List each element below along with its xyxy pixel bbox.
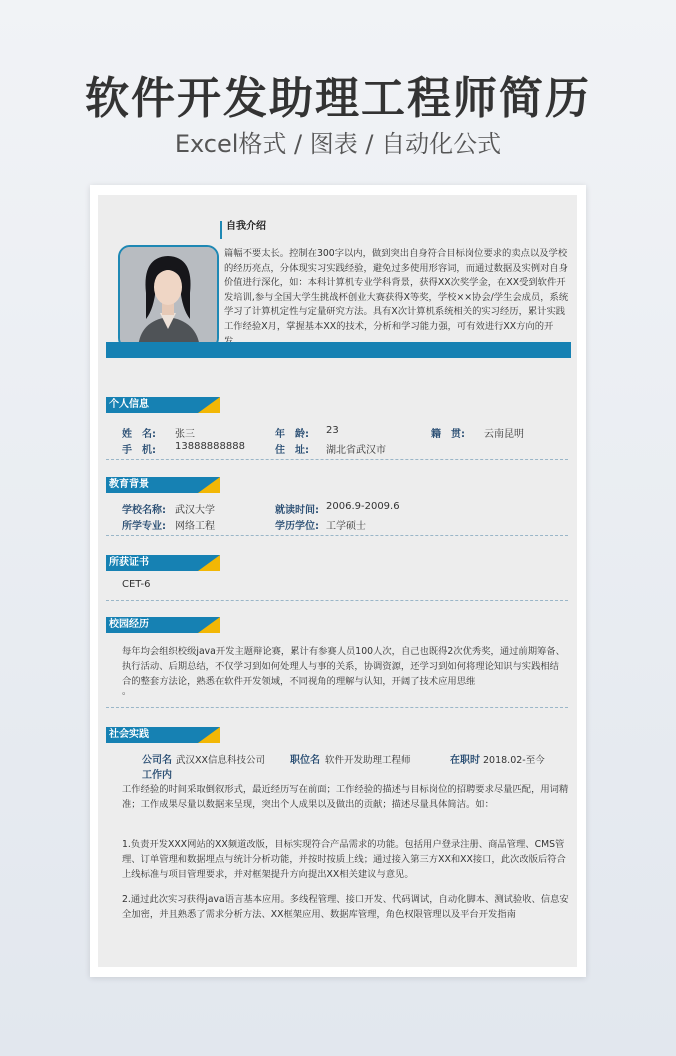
position-label: 职位名 xyxy=(290,755,320,766)
major-label: 所学专业: xyxy=(122,521,166,532)
accent-triangle xyxy=(198,727,220,743)
content-label: 工作内 xyxy=(142,770,172,781)
accent-triangle xyxy=(198,477,220,493)
major-value: 网络工程 xyxy=(175,521,215,532)
section-certificates xyxy=(106,555,220,571)
campus-text-end: 。 xyxy=(122,686,132,697)
campus-text: 每年均会组织校级java开发主题辩论赛，累计有参赛人员100人次，自己也既得2次优秀奖，通过前期筹备、执行活动、后期总结，不仅学习到如何处理人与事的关系，协调资源，还学习到如何将理论知识与实践相结合的整套方法论，熟悉在软件开发领域，不同视角的理解与认知，开阔了技术应用思维 xyxy=(122,646,565,687)
section-practice xyxy=(106,727,220,743)
school-label: 学校名称: xyxy=(122,505,166,516)
accent-triangle xyxy=(198,555,220,571)
section-title: 教育背景 xyxy=(109,479,149,490)
company-value: 武汉XX信息科技公司 xyxy=(176,755,266,766)
practice-item-1: 1.负责开发XXX网站的XX频道改版，目标实现符合产品需求的功能。包括用户登录注册、商品管理、CMS管理、订单管理和数据埋点与统计分析功能，并按时按质上线；通过接入第三方XX和XX接口，此次改版后符合上线标准与项目管理要求，并对框架提升方向提出XX相关建议与意见。 xyxy=(122,839,566,880)
section-education xyxy=(106,477,220,493)
degree-value: 工学硕士 xyxy=(326,521,366,532)
section-title: 校园经历 xyxy=(109,619,149,630)
section-campus xyxy=(106,617,220,633)
accent-bar xyxy=(106,342,571,358)
origin-value: 云南昆明 xyxy=(484,429,524,440)
tenure-label: 在职时 xyxy=(450,755,480,766)
section-personal-info xyxy=(106,397,220,413)
position-value: 软件开发助理工程师 xyxy=(325,755,411,766)
practice-intro: 工作经验的时间采取倒叙形式，最近经历写在前面；工作经验的描述与目标岗位的招聘要求尽量匹配，用词精准；工作成果尽量以数据来呈现，突出个人成果以及做出的贡献；描述尽量具体简洁。如： xyxy=(122,784,569,810)
section-title: 社会实践 xyxy=(109,729,149,740)
school-value: 武汉大学 xyxy=(175,505,215,516)
phone-label: 手 机: xyxy=(122,445,156,456)
intro-heading: 自我介绍 xyxy=(220,221,266,239)
period-label: 就读时间: xyxy=(275,505,319,516)
divider xyxy=(106,459,568,460)
company-label: 公司名 xyxy=(142,755,172,766)
practice-item-2: 2.通过此次实习获得java语言基本应用。多线程管理、接口开发、代码调试，自动化脚本、测试验收、信息安全加密，并且熟悉了需求分析方法、XX框架应用、数据库管理，角色权限管理以及平台开发指南 xyxy=(122,894,569,920)
accent-triangle xyxy=(198,617,220,633)
resume-paper xyxy=(90,185,586,977)
address-label: 住 址: xyxy=(275,445,309,456)
divider xyxy=(106,535,568,536)
profile-photo xyxy=(118,245,219,350)
certificate-item: CET-6 xyxy=(122,579,151,590)
section-title: 所获证书 xyxy=(109,557,149,568)
degree-label: 学历学位: xyxy=(275,521,319,532)
address-value: 湖北省武汉市 xyxy=(326,445,386,456)
age-label: 年 龄: xyxy=(275,429,309,440)
divider xyxy=(106,600,568,601)
tenure-value: 2018.02-至今 xyxy=(483,755,545,766)
divider xyxy=(106,707,568,708)
name-value: 张三 xyxy=(175,429,195,440)
age-value: 23 xyxy=(326,425,339,436)
period-value: 2006.9-2009.6 xyxy=(326,501,400,512)
accent-triangle xyxy=(198,397,220,413)
intro-text: 篇幅不要太长。控制在300字以内，做到突出自身符合目标岗位要求的卖点以及学校的经历亮点，分体现实习实践经验，避免过多使用形容词，而通过数据及实例对自身价值进行深化，如：本科计算机专业学科背景，获得XX次奖学金，在XX受到软件开发培训,参与全国大学生挑战杯创业大赛获得X等奖，学校××协会/学生会成员，系统学习了计算机定性与定量研究方法。具有X次计算机系统相关的实习经历，累计实践工作经验X月，掌握基本XX的技术，分析和学习能力强，可有效进行XX方向的开 xyxy=(224,248,569,332)
page-title: 软件开发助理工程师简历 xyxy=(85,73,591,124)
origin-label: 籍 贯: xyxy=(431,429,465,440)
page-subtitle: Excel格式 / 图表 / 自动化公式 xyxy=(174,130,502,158)
phone-value: 13888888888 xyxy=(175,441,245,452)
name-label: 姓 名: xyxy=(122,429,156,440)
resume-body xyxy=(98,195,577,967)
section-title: 个人信息 xyxy=(109,399,149,410)
